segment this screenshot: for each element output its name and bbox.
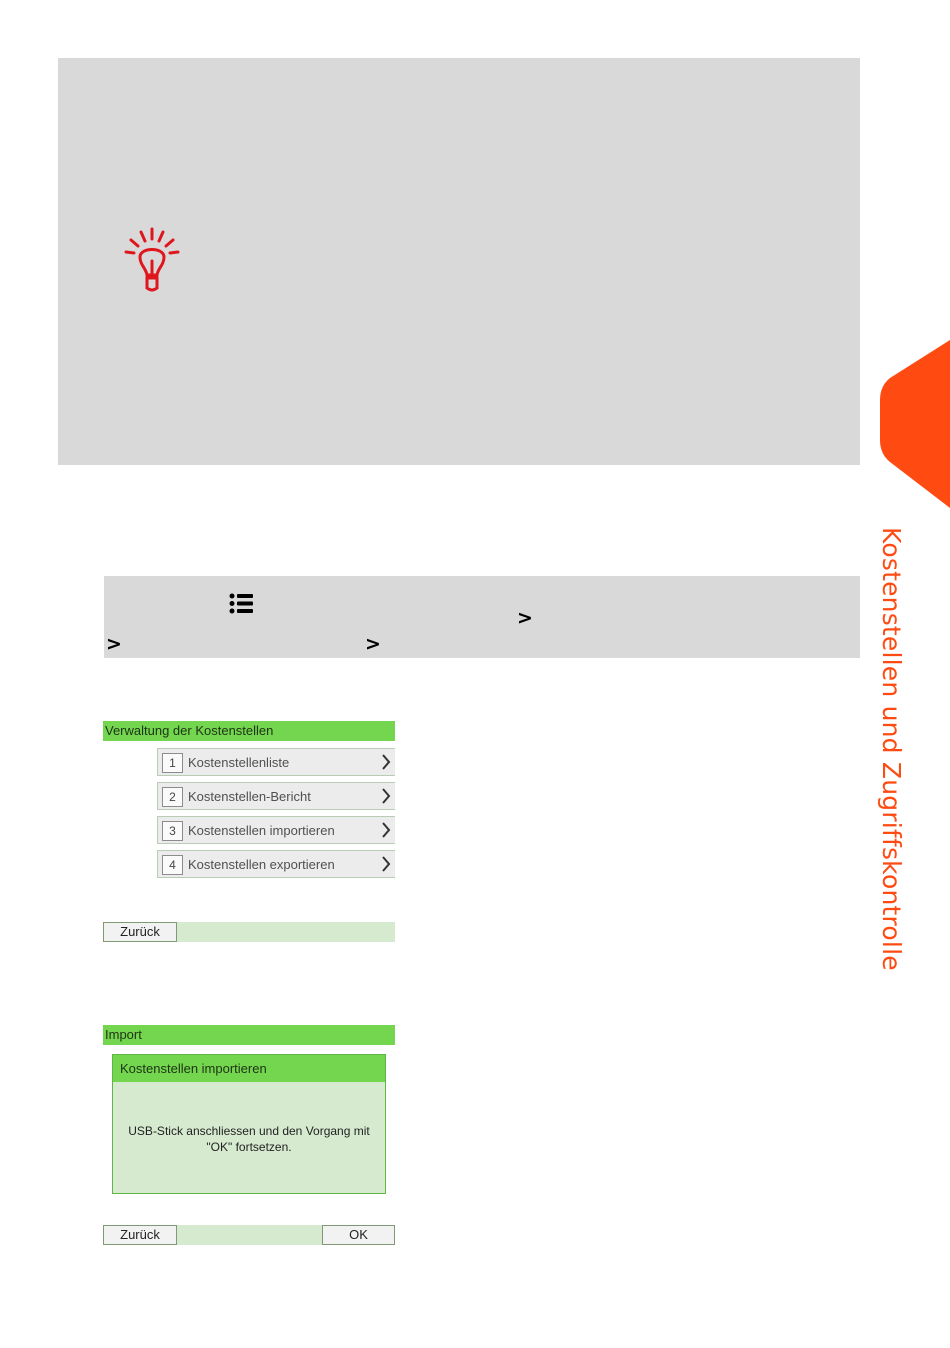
screen-title: Import [103,1025,395,1045]
menu-item-cost-center-list[interactable] [157,748,395,776]
ok-button[interactable]: OK [322,1225,395,1245]
path-separator: > [365,633,381,655]
screen-title: Verwaltung der Kostenstellen [103,721,395,741]
import-dialog [112,1054,386,1194]
back-button[interactable]: Zurück [103,1225,177,1245]
dialog-message-line: "OK" fortsetzen. [206,1140,292,1154]
list-menu-icon [229,593,253,614]
chevron-right-icon [381,786,391,806]
dialog-message-line: USB-Stick anschliessen und den Vorgang mit [128,1124,370,1138]
chevron-right-icon [381,820,391,840]
menu-item-number: 3 [162,821,183,841]
menu-item-import-cost-centers[interactable] [157,816,395,844]
menu-item-number: 2 [162,787,183,807]
path-separator: > [106,633,122,655]
screen-action-bar [103,922,395,942]
section-title-text: Kostenstellen und Zugriffskontrolle [877,527,906,971]
path-separator: > [517,607,533,629]
menu-item-export-cost-centers[interactable] [157,850,395,878]
menu-item-label: Kostenstellen importieren [188,823,335,838]
menu-item-label: Kostenstellen-Bericht [188,789,311,804]
cost-center-management-screen [103,721,395,942]
dialog-message [113,1123,385,1155]
screen-action-bar [103,1225,395,1245]
back-button[interactable]: Zurück [103,922,177,942]
menu-item-label: Kostenstellen exportieren [188,857,335,872]
menu-item-number: 1 [162,753,183,773]
menu-item-number: 4 [162,855,183,875]
menu-item-label: Kostenstellenliste [188,755,290,770]
chapter-tab [880,340,950,508]
section-title [877,527,911,1017]
menu-item-cost-center-report[interactable] [157,782,395,810]
chevron-right-icon [381,752,391,772]
import-screen [103,1025,395,1245]
navigation-path [104,576,860,658]
chevron-right-icon [381,854,391,874]
lightbulb-icon [122,226,182,294]
dialog-title: Kostenstellen importieren [113,1055,385,1082]
